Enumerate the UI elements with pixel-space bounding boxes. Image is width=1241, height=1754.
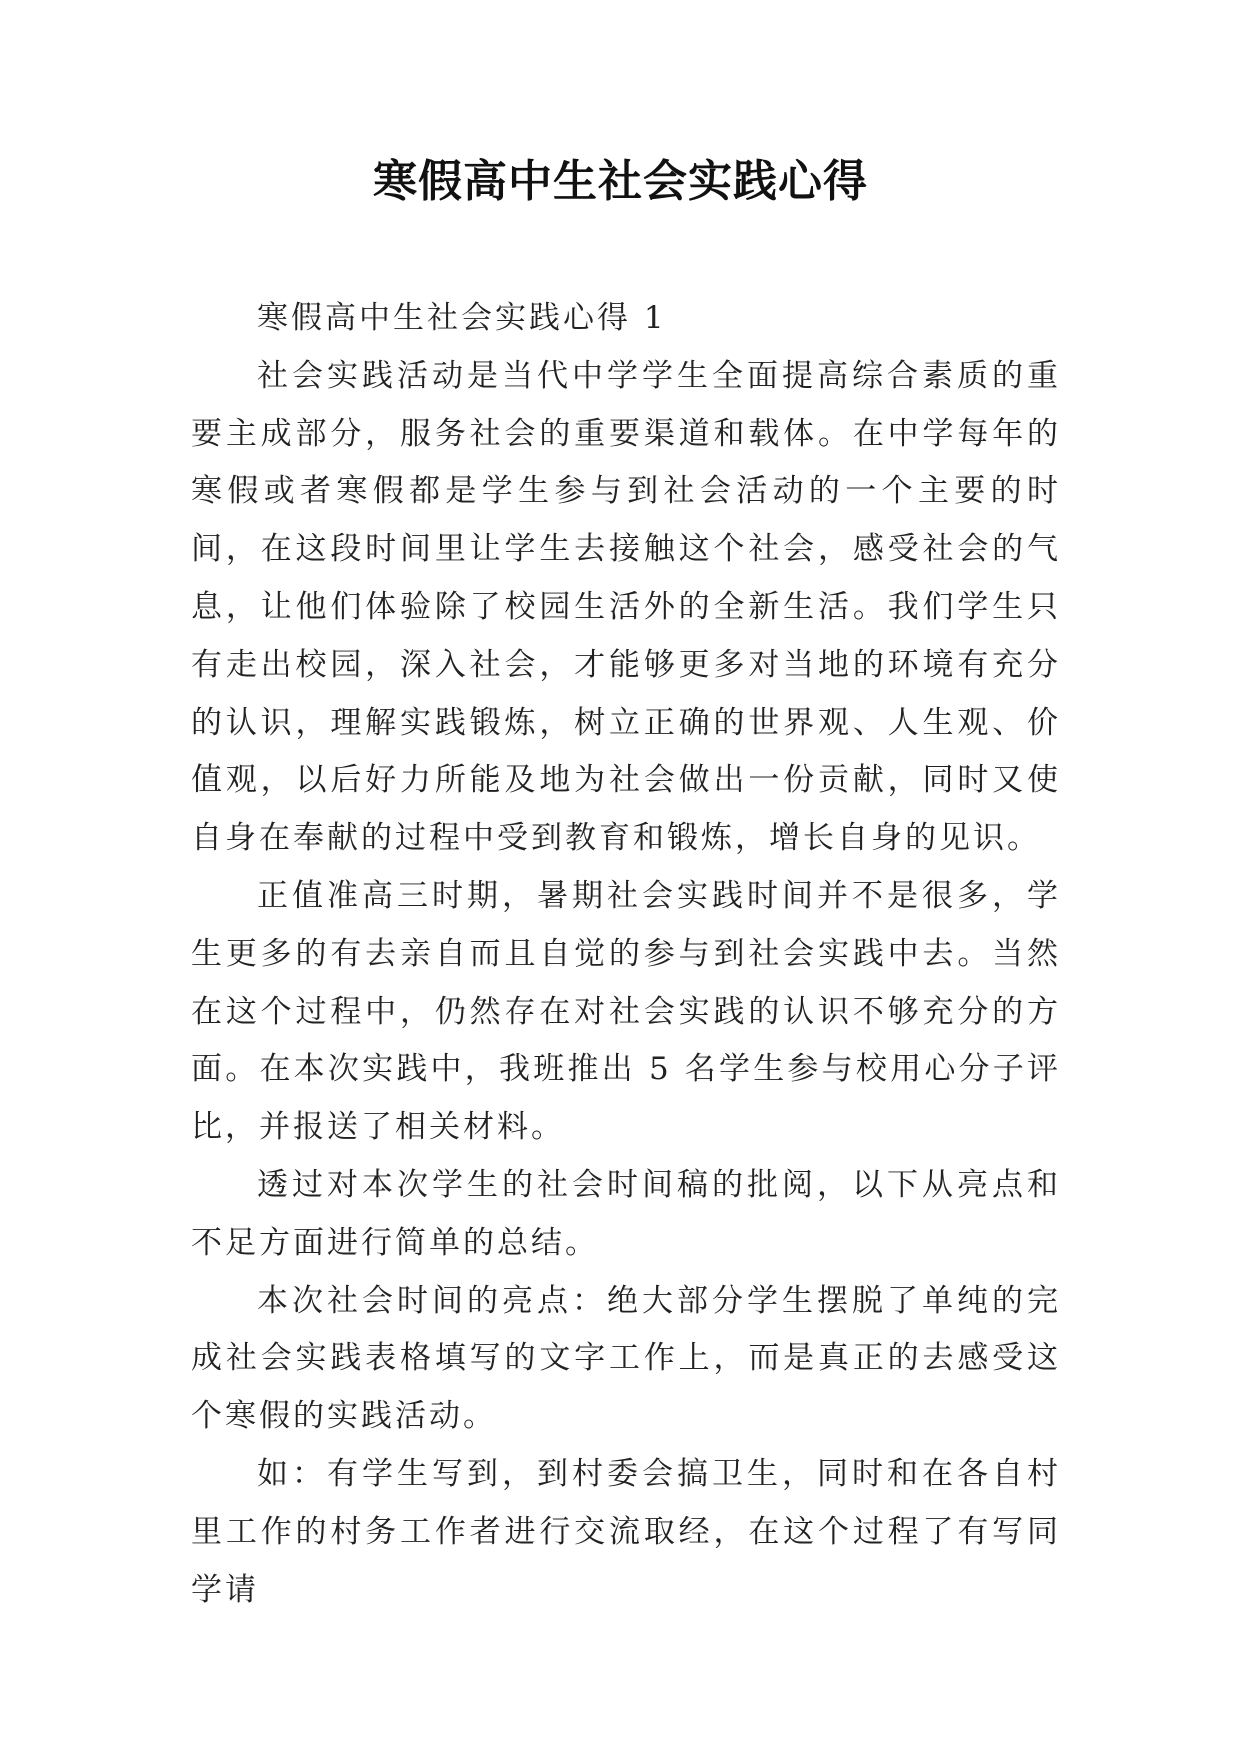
document-body: [191, 290, 1061, 1619]
document-title: 寒假高中生社会实践心得: [373, 156, 868, 207]
paragraph-5: 如：有学生写到，到村委会搞卫生，同时和在各自村里工作的村务工作者进行交流取经，在这个过程了有写同学请: [191, 1455, 1061, 1608]
paragraph-3: 透过对本次学生的社会时间稿的批阅，以下从亮点和不足方面进行简单的总结。: [191, 1166, 1061, 1261]
paragraph-2: 正值准高三时期，暑期社会实践时间并不是很多，学生更多的有去亲自而且自觉的参与到社会实践中去。当然在这个过程中，仍然存在对社会实践的认识不够充分的方面。在本次实践中，我班推出 5 名学生参与校用心分子评比，并报送了相关材料。: [191, 877, 1061, 1146]
paragraph-1: 社会实践活动是当代中学学生全面提高综合素质的重要主成部分，服务社会的重要渠道和载体。在中学每年的寒假或者寒假都是学生参与到社会活动的一个主要的时间，在这段时间里让学生去接触这个社会，感受社会的气息，让他们体验除了校园生活外的全新生活。我们学生只有走出校园，深入社会，才能够更多对当地的环境有充分的认识，理解实践锻炼，树立正确的世界观、人生观、价值观，以后好力所能及地为社会做出一份贡献，同时又使自身在奉献的过程中受到教育和锻炼，增长自身的见识。: [191, 357, 1061, 857]
section-heading: 寒假高中生社会实践心得 1: [257, 300, 667, 336]
paragraph-4: 本次社会时间的亮点：绝大部分学生摆脱了单纯的完成社会实践表格填写的文字工作上，而是真正的去感受这个寒假的实践活动。: [191, 1282, 1061, 1435]
